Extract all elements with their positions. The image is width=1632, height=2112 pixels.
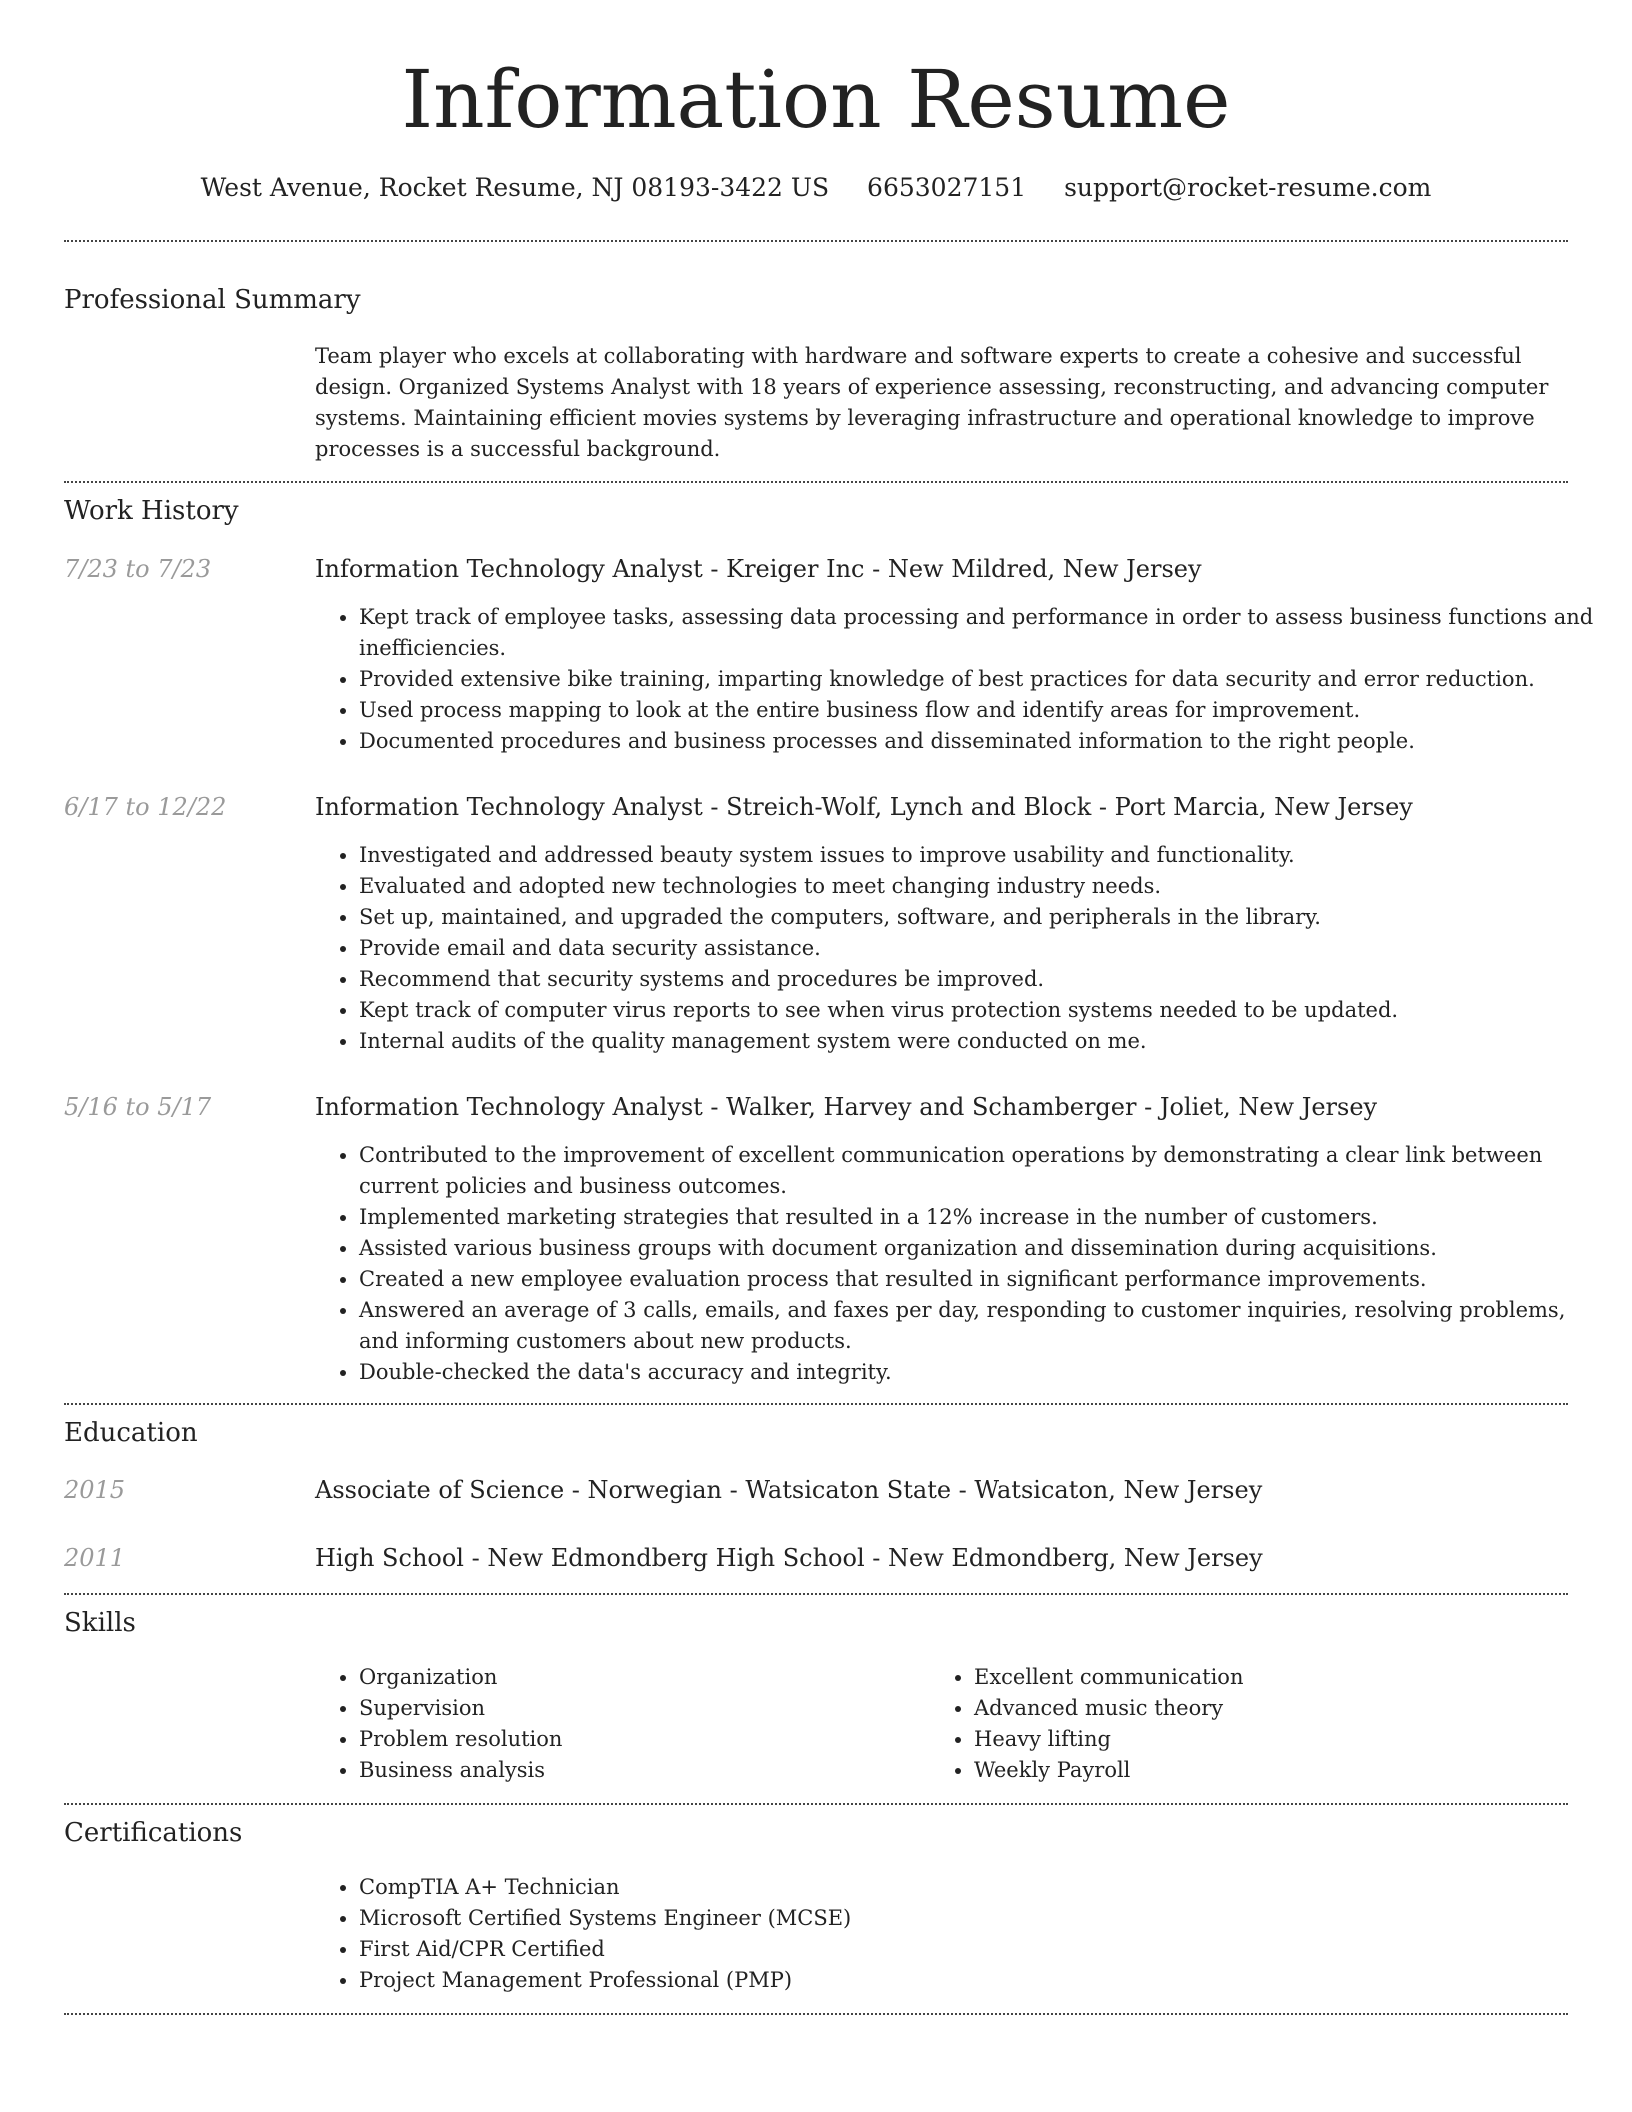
list-item: • Excellent communication [974, 1662, 1534, 1693]
skills-list-left [315, 1662, 919, 1786]
job-heading: Information Technology Analyst - Streich-Wolf, Lynch and Block - Port Marcia, New Jersey [315, 793, 1413, 821]
education-year: 2011 [64, 1544, 126, 1572]
list-item: • Recommend that security systems and procedures be improved. [359, 964, 1599, 995]
divider [64, 2013, 1568, 2015]
job-bullets [315, 1140, 1599, 1388]
section-title-summary: Professional Summary [64, 285, 361, 315]
section-title-work: Work History [64, 496, 239, 526]
list-item: • Evaluated and adopted new technologies to meet changing industry needs. [359, 871, 1599, 902]
list-item: • Advanced music theory [974, 1693, 1534, 1724]
list-item: • Business analysis [359, 1755, 919, 1786]
summary-text: Team player who excels at collaborating with hardware and software experts to create a cohesive and successful design. Organized Systems Analyst with 18 years of experience assessing, reconstructing, and advancing computer systems. Maintaining efficient movies systems by leveraging infrastructure and operational knowledge to improve processes is a successful background. [315, 344, 1549, 461]
list-item: • First Aid/CPR Certified [359, 1934, 1599, 1965]
list-item: • Documented procedures and business processes and disseminated information to the right people. [359, 726, 1599, 757]
list-item: • Provided extensive bike training, imparting knowledge of best practices for data security and error reduction. [359, 664, 1599, 695]
section-title-skills: Skills [64, 1608, 136, 1638]
job-bullets [315, 602, 1599, 757]
certifications-list [315, 1872, 1599, 1996]
job-heading: Information Technology Analyst - Walker, Harvey and Schamberger - Joliet, New Jersey [315, 1093, 1378, 1121]
job-dates: 6/17 to 12/22 [64, 793, 227, 821]
divider [64, 481, 1568, 483]
divider [64, 1403, 1568, 1405]
list-item: • Provide email and data security assistance. [359, 933, 1599, 964]
job-dates: 7/23 to 7/23 [64, 555, 212, 583]
skills-list-right [930, 1662, 1534, 1786]
education-entry: Associate of Science - Norwegian - Watsicaton State - Watsicaton, New Jersey [315, 1476, 1263, 1504]
list-item: • Kept track of employee tasks, assessing data processing and performance in order to assess business functions and inefficiencies. [359, 602, 1599, 664]
list-item: • Investigated and addressed beauty system issues to improve usability and functionality. [359, 840, 1599, 871]
list-item: • Used process mapping to look at the entire business flow and identify areas for improvement. [359, 695, 1599, 726]
list-item: • Answered an average of 3 calls, emails, and faxes per day, responding to customer inquiries, resolving problems, and informing customers about new products. [359, 1295, 1599, 1357]
list-item: • Set up, maintained, and upgraded the computers, software, and peripherals in the library. [359, 902, 1599, 933]
education-year: 2015 [64, 1476, 126, 1504]
list-item: • Kept track of computer virus reports to see when virus protection systems needed to be updated. [359, 995, 1599, 1026]
list-item: • Assisted various business groups with document organization and dissemination during acquisitions. [359, 1233, 1599, 1264]
section-title-certifications: Certifications [64, 1818, 243, 1848]
list-item: • Created a new employee evaluation process that resulted in significant performance improvements. [359, 1264, 1599, 1295]
email: support@rocket-resume.com [1064, 173, 1432, 202]
list-item: • Supervision [359, 1693, 919, 1724]
divider [64, 1593, 1568, 1595]
candidate-name: Information Resume [401, 53, 1231, 146]
list-item: • Contributed to the improvement of excellent communication operations by demonstrating a clear link between current policies and business outcomes. [359, 1140, 1599, 1202]
list-item: • Implemented marketing strategies that resulted in a 12% increase in the number of customers. [359, 1202, 1599, 1233]
job-bullets [315, 840, 1599, 1057]
list-item: • Organization [359, 1662, 919, 1693]
list-item: • Double-checked the data's accuracy and integrity. [359, 1357, 1599, 1388]
list-item: • Weekly Payroll [974, 1755, 1534, 1786]
address: West Avenue, Rocket Resume, NJ 08193-3422 US [200, 173, 830, 202]
list-item: • Heavy lifting [974, 1724, 1534, 1755]
contact-line [0, 171, 1632, 205]
job-heading: Information Technology Analyst - Kreiger Inc - New Mildred, New Jersey [315, 555, 1202, 583]
list-item: • Problem resolution [359, 1724, 919, 1755]
education-entry: High School - New Edmondberg High School - New Edmondberg, New Jersey [315, 1544, 1263, 1572]
divider [64, 1803, 1568, 1805]
list-item: • Project Management Professional (PMP) [359, 1965, 1599, 1996]
section-title-education: Education [64, 1418, 198, 1448]
list-item: • CompTIA A+ Technician [359, 1872, 1599, 1903]
phone: 6653027151 [867, 173, 1027, 202]
job-dates: 5/16 to 5/17 [64, 1093, 212, 1121]
divider [64, 240, 1568, 242]
list-item: • Microsoft Certified Systems Engineer (MCSE) [359, 1903, 1599, 1934]
list-item: • Internal audits of the quality management system were conducted on me. [359, 1026, 1599, 1057]
